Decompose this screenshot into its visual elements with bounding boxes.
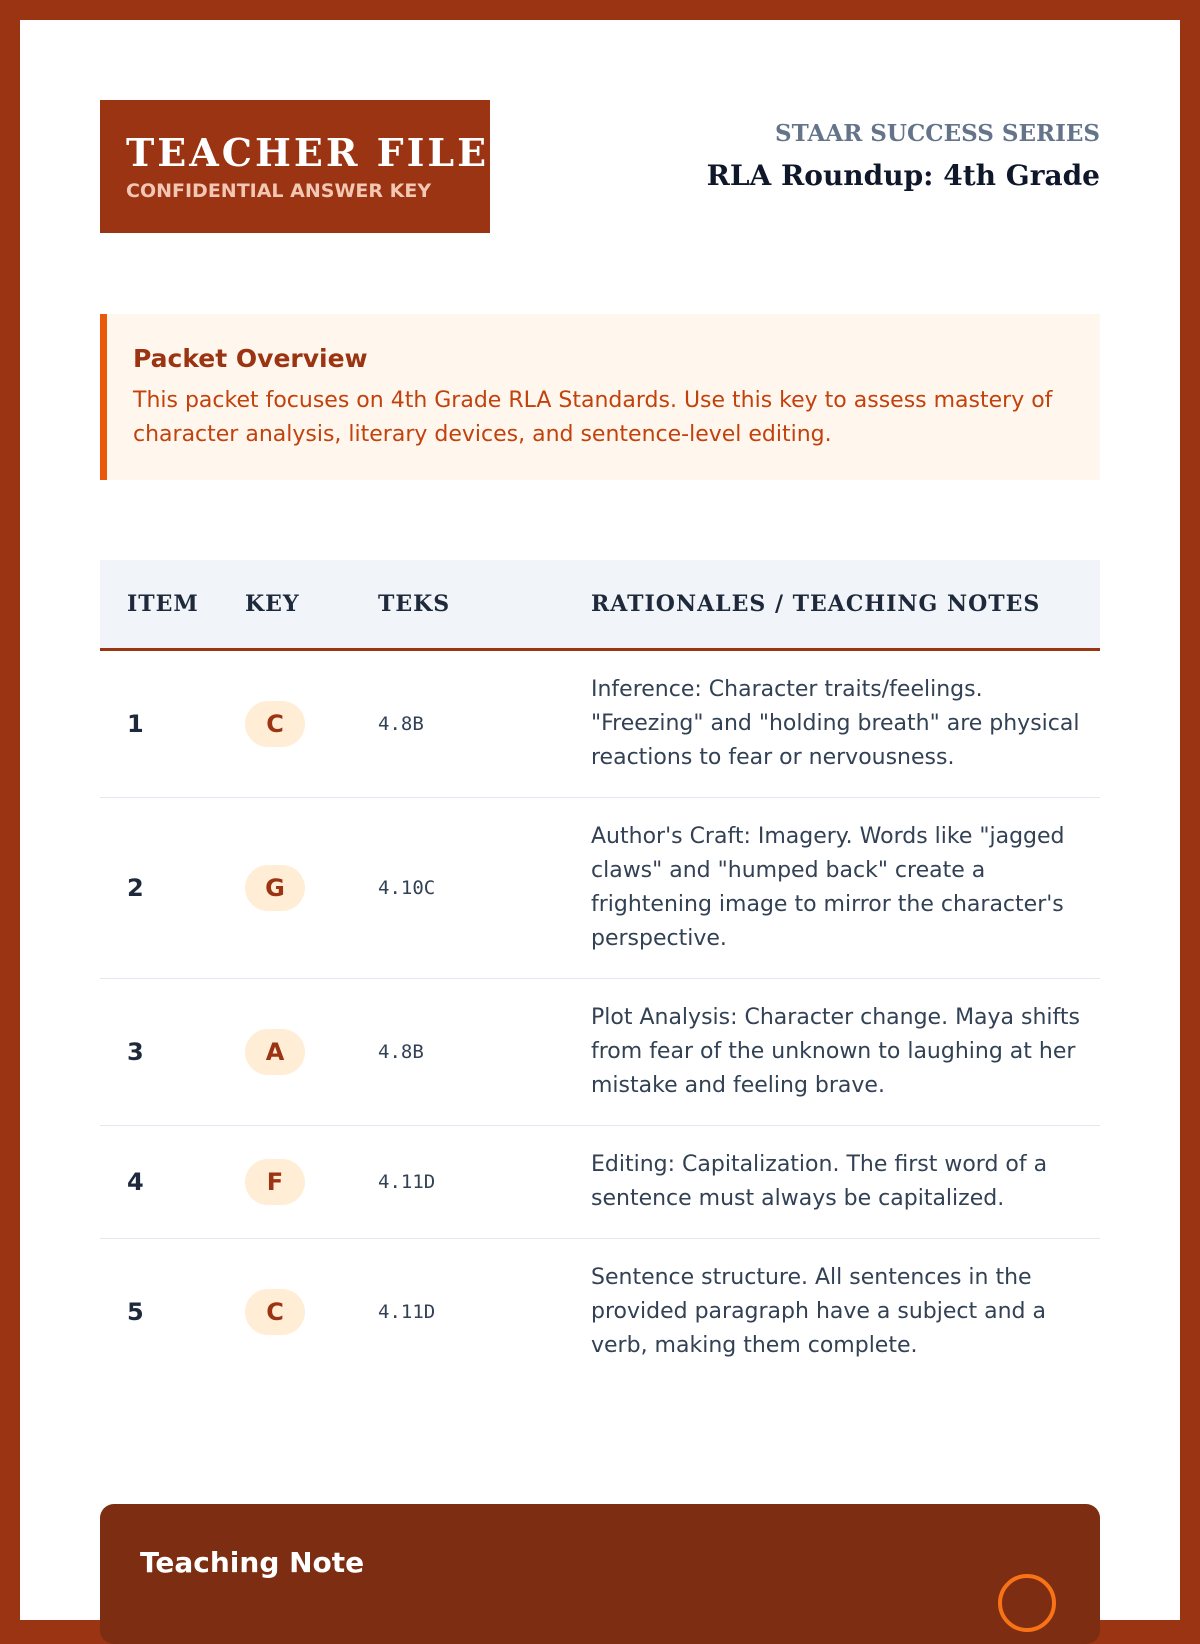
overview-text: This packet focuses on 4th Grade RLA Standards. Use this key to assess mastery of character analysis, literary devices, and sentence-level editing. (133, 388, 1053, 447)
answer-key-badge: C (245, 1289, 305, 1335)
rationale-text: Editing: Capitalization. The first word of a sentence must always be capitalized. (591, 1126, 1100, 1239)
teaching-note-panel (100, 1504, 1100, 1644)
column-header-item: ITEM (100, 560, 245, 650)
title-block (100, 100, 490, 233)
item-number: 4 (127, 1168, 144, 1196)
circle-icon (998, 1574, 1056, 1632)
answer-key-badge: G (245, 865, 305, 911)
table-row (100, 798, 1100, 979)
table-row (100, 1126, 1100, 1239)
table-header-row (100, 560, 1100, 650)
answer-key-badge: F (245, 1159, 305, 1205)
teks-code: 4.8B (378, 713, 424, 735)
item-number: 2 (127, 874, 144, 902)
rationale-text: Sentence structure. All sentences in the provided paragraph have a subject and a verb, making them complete. (591, 1265, 1046, 1358)
packet-overview (100, 314, 1100, 480)
document-title: RLA Roundup: 4th Grade (706, 159, 1100, 192)
answer-key-badge: C (245, 701, 305, 747)
item-number: 3 (127, 1038, 144, 1066)
overview-title: Packet Overview (133, 344, 368, 373)
answer-key-table (100, 560, 1100, 1385)
teks-code: 4.8B (378, 1041, 424, 1063)
series-block (707, 120, 1100, 192)
column-header-rationale: RATIONALES / TEACHING NOTES (591, 560, 1100, 650)
rationale-text: Plot Analysis: Character change. Maya shifts from fear of the unknown to laughing at her mistake and feeling brave. (591, 979, 1100, 1126)
table-row (100, 979, 1100, 1126)
item-number: 5 (127, 1298, 144, 1326)
teaching-note-title: Teaching Note (140, 1546, 365, 1579)
answer-key-page (20, 20, 1180, 1620)
rationale-text: Inference: Character traits/feelings. "Freezing" and "holding breath" are physical reactions to fear or nervousness. (591, 650, 1100, 798)
page-subtitle: CONFIDENTIAL ANSWER KEY (126, 180, 432, 202)
teks-code: 4.11D (378, 1301, 436, 1323)
page-title: TEACHER FILE (126, 130, 490, 175)
rationale-text: Author's Craft: Imagery. Words like "jagged claws" and "humped back" create a frightening image to mirror the character's perspective. (591, 798, 1100, 979)
table-row (100, 650, 1100, 798)
teks-code: 4.10C (378, 877, 436, 899)
column-header-key: KEY (245, 560, 378, 650)
series-name: STAAR SUCCESS SERIES (775, 120, 1100, 147)
column-header-teks: TEKS (378, 560, 591, 650)
item-number: 1 (127, 710, 144, 738)
table-row (100, 1239, 1100, 1386)
answer-key-badge: A (245, 1029, 305, 1075)
teks-code: 4.11D (378, 1171, 436, 1193)
